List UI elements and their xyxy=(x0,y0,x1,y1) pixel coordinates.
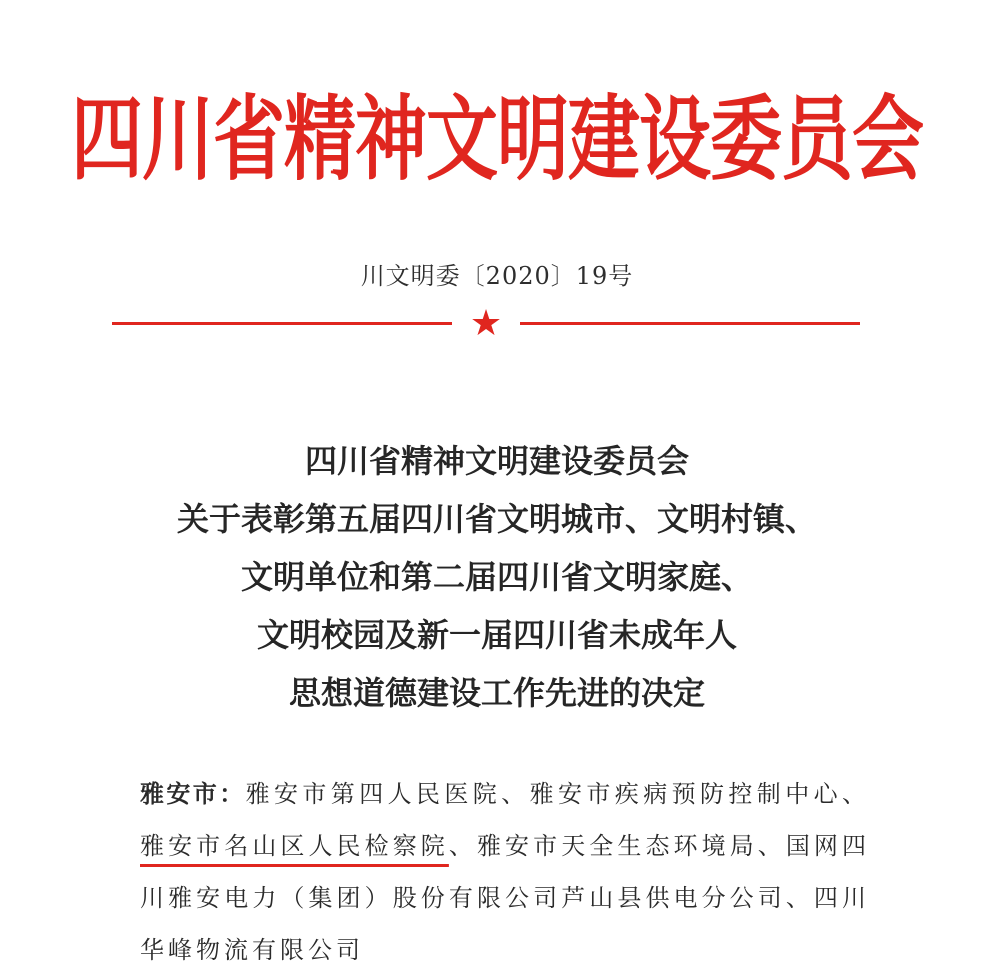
title-line: 四川省精神文明建设委员会 xyxy=(304,442,689,480)
title-line: 文明单位和第二届四川省文明家庭、 xyxy=(240,558,753,596)
awardee-list-start: 雅安市第四人民医院、雅安市疾病预防控制中心、 xyxy=(245,780,871,808)
decision-title xyxy=(40,432,954,722)
city-label: 雅安市： xyxy=(140,780,246,808)
title-line: 关于表彰第五届四川省文明城市、文明村镇、 xyxy=(176,500,817,538)
red-divider xyxy=(0,303,994,344)
divider-rule-left xyxy=(112,322,452,325)
star-icon: ★ xyxy=(469,303,503,344)
document-number: 川文明委〔2020〕19号 xyxy=(360,262,634,290)
divider-rule-right xyxy=(520,322,860,325)
highlighted-awardee: 雅安市名山区人民检察院 xyxy=(140,832,449,860)
title-line: 思想道德建设工作先进的决定 xyxy=(288,674,705,712)
masthead-title: 四川省精神文明建设委员会 xyxy=(70,85,923,193)
title-line: 文明校园及新一届四川省未成年人 xyxy=(256,616,737,654)
awardee-list-end: 、雅安市天全生态环境局、国网四川雅安电力（集团）股份有限公司芦山县供电分公司、四川华峰物流有限公司 xyxy=(140,832,871,964)
awardee-paragraph xyxy=(140,768,870,976)
